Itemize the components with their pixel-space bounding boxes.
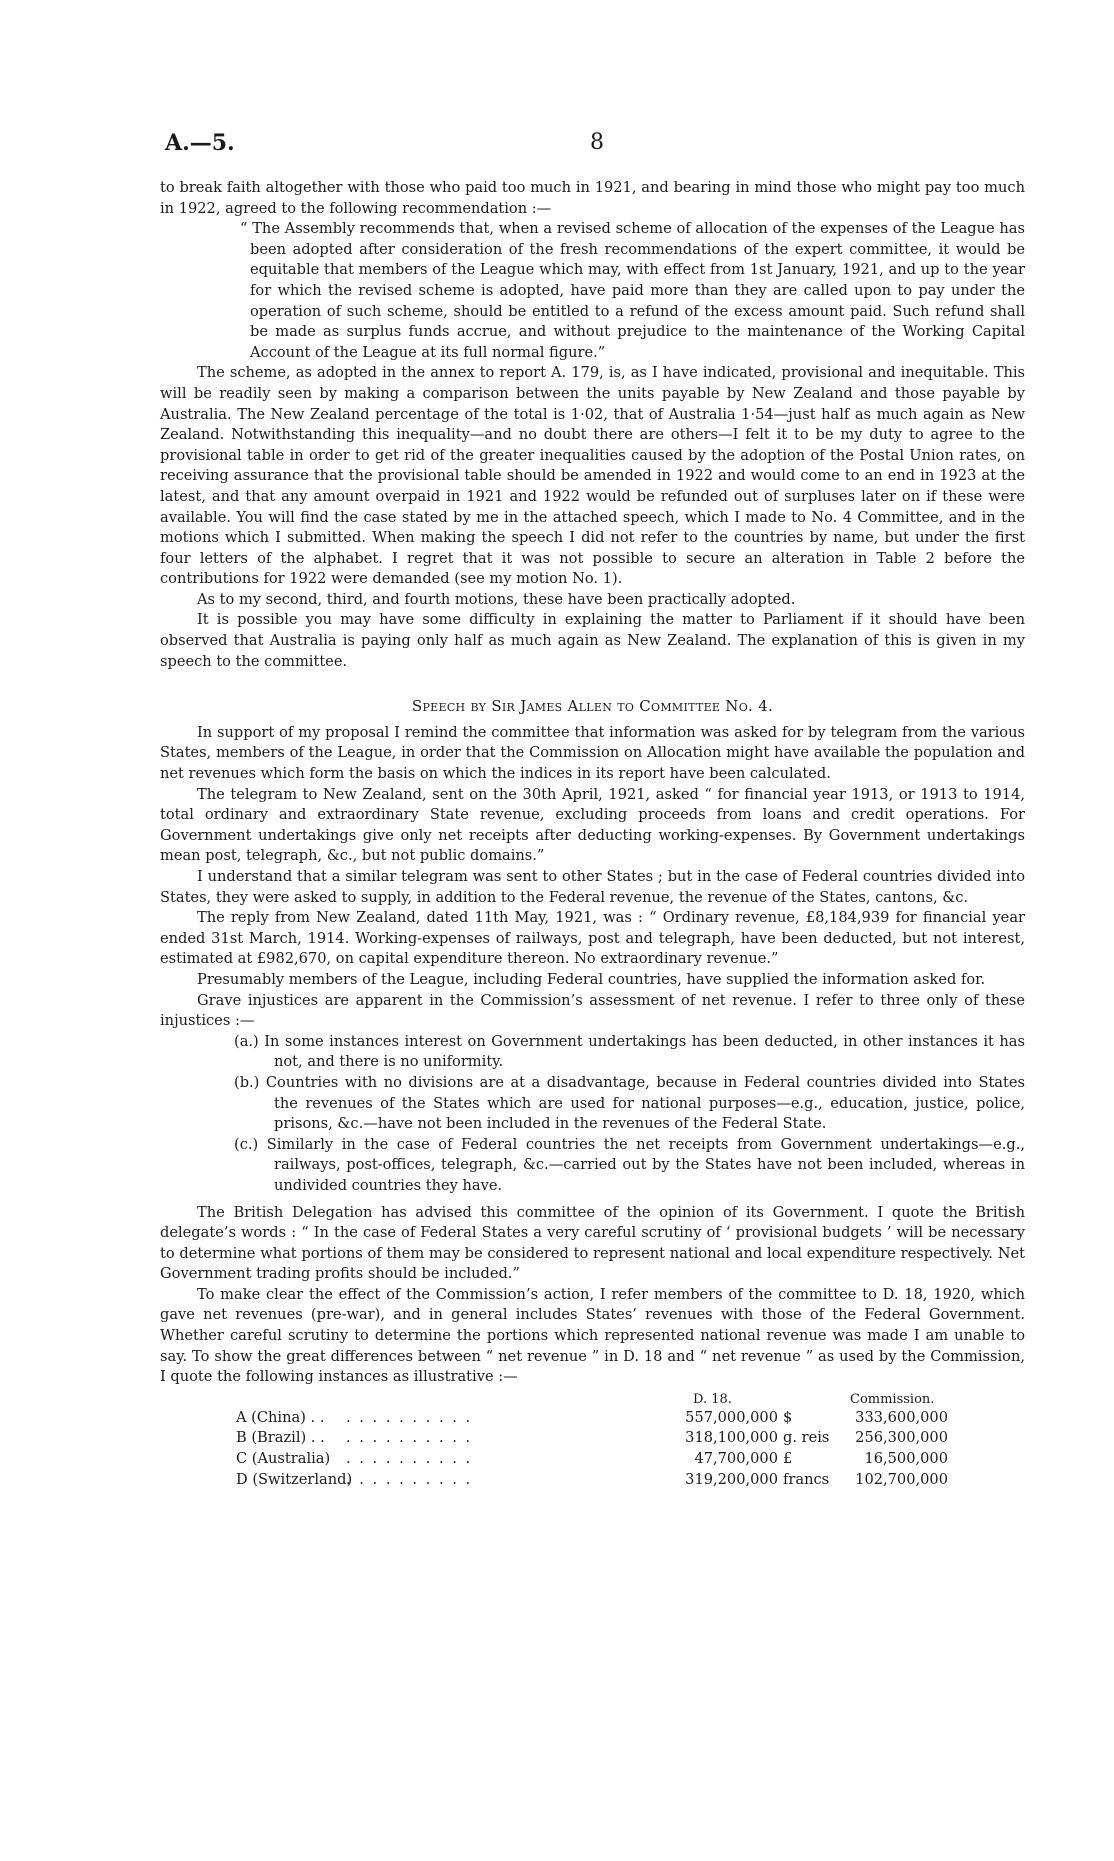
paragraph: I understand that a similar telegram was sent to other States ; but in the case of Federal countries divided into States, they were asked to supply, in addition to the Federal revenue, the revenue of the States, cantons, &c. [160, 868, 1025, 906]
item-label: (b.) [234, 1073, 260, 1091]
leader-dots: . . . . . . . . . . [346, 1408, 473, 1426]
revenue-comparison-table [160, 1390, 1025, 1490]
injustice-item [234, 1073, 1025, 1135]
paragraph: The scheme, as adopted in the annex to report A. 179, is, as I have indicated, provisional and inequitable. This will be readily seen by making a comparison between the units payable by New Zealand and those payable by Australia. The New Zealand percentage of the total is 1·02, that of Australia 1·54—just half as much again as New Zealand. Notwithstanding this inequality—and no doubt there are others—I felt it to be my duty to agree to the provisional table in order to get rid of the greater inequalities caused by the adoption of the Postal Union rates, on receiving assurance that the provisional table should be amended in 1922 and would come to an end in 1923 at the latest, and that any amount overpaid in 1921 and 1922 would be refunded out of surpluses later on if these were available. You will find the case stated by me in the attached speech, which I made to No. 4 Committee, and in the motions which I submitted. When making the speech I did not refer to the countries by name, but under the first four letters of the alphabet. I regret that it was not possible to secure an alteration in Table 2 before the contributions for 1922 were demanded (see my motion No. 1). [160, 364, 1025, 588]
commission-value: 256,300,000 [855, 1429, 948, 1447]
country-cell: C (Australia) [236, 1450, 331, 1468]
country-cell: D (Switzerland) [236, 1470, 353, 1488]
section-heading: Speech by Sir James Allen to Committee No. 4. [411, 697, 774, 716]
paragraph: to break faith altogether with those who paid too much in 1921, and bearing in mind those who might pay too much in 1922, agreed to the following recommendation :— [160, 179, 1025, 217]
table-header [160, 1390, 1025, 1408]
report-reference: A.—5. [165, 130, 235, 156]
commission-value: 102,700,000 [855, 1470, 948, 1488]
column-header-commission: Commission. [850, 1391, 935, 1407]
item-text: In some instances interest on Government undertakings has been deducted, in other instances it has not, and there is no uniformity. [264, 1032, 1025, 1071]
currency-cell: £ [783, 1450, 793, 1468]
paragraph: The British Delegation has advised this committee of the opinion of its Government. I quote the British delegate’s words : “ In the case of Federal States a very careful scrutiny of ‘ provisional budgets ’ will be necessary to determine what portions of them may be considered to represent national and local expenditure respectively. Net Government trading profits should be included.” [160, 1203, 1025, 1283]
column-header-d18: D. 18. [693, 1391, 732, 1407]
d18-value: 47,700,000 [694, 1450, 778, 1468]
assembly-recommendation-quote: “ The Assembly recommends that, when a revised scheme of allocation of the expenses of the League has been adopted after consideration of the fresh recommendations of the expert committee, it would be equitable that members of the League which may, with effect from 1st January, 1921, and up to the year for which the revised scheme is adopted, have paid more than they are called upon to pay under the operation of such scheme, should be entitled to a refund of the excess amount paid. Such refund shall be made as surplus funds accrue, and without prejudice to the maintenance of the Working Capital Account of the League at its full normal figure.” [240, 220, 1025, 361]
d18-value: 319,200,000 [685, 1470, 778, 1488]
leader-dots: . . . . . . . . . . [346, 1450, 473, 1468]
commission-value: 16,500,000 [864, 1450, 948, 1468]
paragraph: The reply from New Zealand, dated 11th May, 1921, was : “ Ordinary revenue, £8,184,939 for financial year ended 31st March, 1914. Working-expenses of railways, post and telegraph, have been deducted, but not interest, estimated at £982,670, on capital expenditure thereon. No extraordinary revenue.” [160, 909, 1025, 968]
document-body [160, 178, 1025, 1490]
paragraph: Grave injustices are apparent in the Commission’s assessment of net revenue. I refer to three only of these injustices :— [160, 991, 1025, 1030]
paragraph: To make clear the effect of the Commission’s action, I refer members of the committee to D. 18, 1920, which gave net revenues (pre-war), and in general includes States’ revenues with those of the Federal Government. Whether careful scrutiny to determine the portions which represented national revenue was made I am unable to say. To show the great differences between “ net revenue ” in D. 18 and “ net revenue ” as used by the Commission, I quote the following instances as illustrative :— [160, 1285, 1025, 1386]
country-cell: B (Brazil) . . [236, 1429, 325, 1447]
item-text: Countries with no divisions are at a disadvantage, because in Federal countries divided into States the revenues of the States which are used for national purposes—e.g., education, justice, police, prisons, &c.—have not been included in the revenues of the Federal State. [265, 1073, 1025, 1133]
currency-cell: $ [783, 1408, 793, 1426]
currency-cell: g. reis [783, 1429, 830, 1447]
leader-dots: . . . . . . . . . . [346, 1429, 473, 1447]
table-row [160, 1428, 1025, 1449]
currency-cell: francs [783, 1470, 830, 1488]
item-label: (c.) [234, 1135, 259, 1153]
paragraph: Presumably members of the League, including Federal countries, have supplied the information asked for. [197, 970, 986, 988]
page-number: 8 [590, 130, 604, 155]
paragraph: As to my second, third, and fourth motions, these have been practically adopted. [197, 590, 796, 608]
country-cell: A (China) . . [236, 1408, 325, 1426]
paragraph: In support of my proposal I remind the committee that information was asked for by telegram from the various States, members of the League, in order that the Commission on Allocation might have available the population and net revenues which form the basis on which the indices in its report have been calculated. [160, 723, 1025, 783]
paragraph: The telegram to New Zealand, sent on the 30th April, 1921, asked “ for financial year 1913, or 1913 to 1914, total ordinary and extraordinary State revenue, excluding proceeds from loans and credit operations. For Government undertakings give only net receipts after deducting working-expenses. By Government undertakings mean post, telegraph, &c., but not public domains.” [160, 785, 1025, 865]
table-row [160, 1449, 1025, 1470]
commission-value: 333,600,000 [855, 1408, 948, 1426]
paragraph: It is possible you may have some difficulty in explaining the matter to Parliament if it should have been observed that Australia is paying only half as much again as New Zealand. The explanation of this is given in my speech to the committee. [160, 611, 1025, 670]
injustice-item [234, 1135, 1025, 1197]
leader-dots: . . . . . . . . . . [346, 1470, 473, 1488]
injustice-item [234, 1032, 1025, 1073]
item-text: Similarly in the case of Federal countries the net receipts from Government undertakings—e.g., railways, post-offices, telegraph, &c.—carried out by the States have not been included, whereas in undivided countries they have. [266, 1135, 1025, 1194]
item-label: (a.) [234, 1032, 259, 1050]
table-row [160, 1470, 1025, 1491]
d18-value: 318,100,000 [685, 1429, 778, 1447]
d18-value: 557,000,000 [685, 1408, 778, 1426]
table-row [160, 1408, 1025, 1429]
